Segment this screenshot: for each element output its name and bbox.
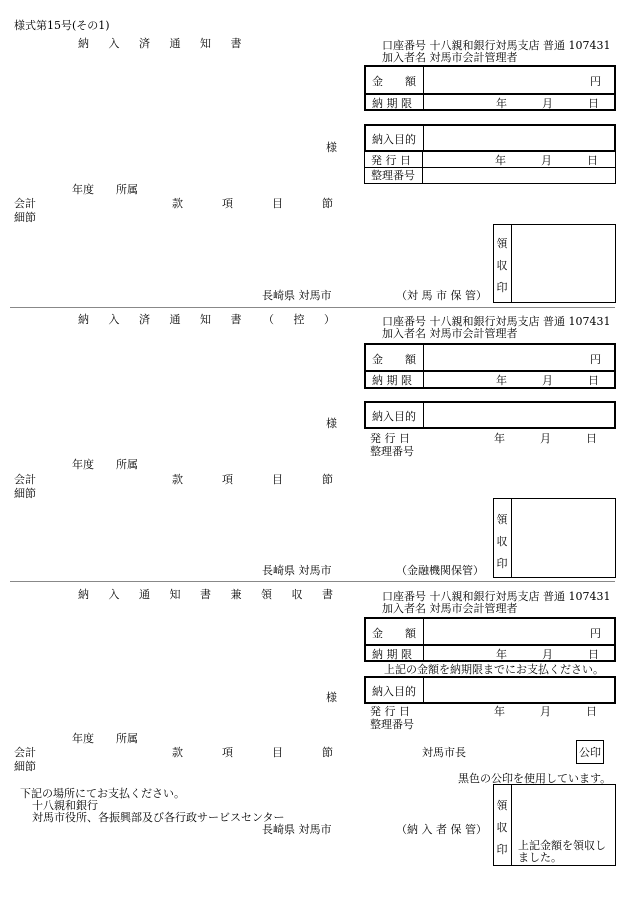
stamp-char-in: 印 (496, 281, 508, 294)
moku-label: 目 (272, 473, 283, 486)
account-info: 口座番号 十八親和銀行対馬支店 普通 107431 (382, 39, 611, 52)
purpose-box (364, 676, 616, 704)
issue-day: 日 (587, 154, 598, 167)
stamp-char-ryo: 領 (496, 513, 508, 526)
amount-label: 金 額 (372, 627, 416, 640)
saisetsu-label: 細節 (14, 760, 36, 773)
received-line-2: ました。 (518, 851, 562, 864)
due-month: 月 (542, 648, 553, 661)
city-name: 長崎県 対馬市 (262, 289, 332, 302)
due-month: 月 (542, 374, 553, 387)
nendo-label: 年度 (72, 183, 94, 196)
black-seal-note: 黒色の公印を使用しています。 (458, 772, 612, 785)
issue-label: 発 行 日 (371, 154, 411, 167)
stamp-char-ryo: 領 (496, 799, 508, 812)
ref-label: 整理番号 (371, 169, 415, 182)
issue-year: 年 (494, 705, 505, 718)
ref-label: 整理番号 (370, 445, 414, 458)
stamp-char-shu: 収 (496, 821, 508, 834)
saisetsu-label: 細節 (14, 211, 36, 224)
mayor-label: 対馬市長 (422, 746, 466, 759)
due-year: 年 (496, 374, 507, 387)
account-info: 口座番号 十八親和銀行対馬支店 普通 107431 (382, 590, 611, 603)
kaikei-label: 会計 (14, 746, 36, 759)
shozoku-label: 所属 (116, 183, 138, 196)
moku-label: 目 (272, 197, 283, 210)
stamp-char-shu: 収 (496, 259, 508, 272)
holder-info: 加入者名 対馬市会計管理者 (382, 327, 518, 340)
holder-info: 加入者名 対馬市会計管理者 (382, 51, 518, 64)
stamp-char-ryo: 領 (496, 237, 508, 250)
yen-label: 円 (590, 75, 601, 88)
section-title: 納 入 済 通 知 書 （ 控 ） (78, 313, 343, 326)
issue-month: 月 (541, 154, 552, 167)
kan-label: 款 (172, 197, 183, 210)
issue-year: 年 (495, 154, 506, 167)
kou-label: 項 (222, 197, 233, 210)
due-day: 日 (588, 97, 599, 110)
due-year: 年 (496, 648, 507, 661)
due-month: 月 (542, 97, 553, 110)
nendo-label: 年度 (72, 732, 94, 745)
city-name: 長崎県 対馬市 (262, 823, 332, 836)
kan-label: 款 (172, 473, 183, 486)
issue-label: 発 行 日 (370, 432, 410, 445)
keeper-label: （金融機関保管） (396, 564, 484, 577)
due-label: 納 期 限 (372, 648, 412, 661)
kan-label: 款 (172, 746, 183, 759)
kou-label: 項 (222, 473, 233, 486)
payment-notice: 上記の金額を納期限までにお支払ください。 (384, 663, 604, 676)
yen-label: 円 (590, 627, 601, 640)
payment-offices: 対馬市役所、各振興部及び各行政サービスセンター (32, 811, 285, 824)
issue-year: 年 (494, 432, 505, 445)
form-number: 様式第15号(その1) (14, 19, 110, 32)
moku-label: 目 (272, 746, 283, 759)
sama-label: 様 (326, 141, 337, 154)
sama-label: 様 (326, 417, 337, 430)
kou-label: 項 (222, 746, 233, 759)
purpose-label: 納入目的 (372, 133, 416, 146)
kaikei-label: 会計 (14, 197, 36, 210)
section-title: 納 入 済 通 知 書 (78, 37, 250, 50)
amount-due-box (364, 617, 616, 662)
received-line-1: 上記金額を領収し (518, 839, 606, 852)
sama-label: 様 (326, 691, 337, 704)
issue-day: 日 (586, 705, 597, 718)
setsu-label: 節 (322, 746, 333, 759)
amount-label: 金 額 (372, 353, 416, 366)
keeper-label: （対 馬 市 保 管） (396, 289, 487, 302)
yen-label: 円 (590, 353, 601, 366)
amount-label: 金 額 (372, 75, 416, 88)
due-label: 納 期 限 (372, 374, 412, 387)
pay-at-label: 下記の場所にてお支払ください。 (20, 787, 185, 800)
bank-name: 十八親和銀行 (32, 799, 98, 812)
stamp-char-shu: 収 (496, 535, 508, 548)
issue-label: 発 行 日 (370, 705, 410, 718)
city-name: 長崎県 対馬市 (262, 564, 332, 577)
due-day: 日 (588, 374, 599, 387)
receipt-stamp-box (493, 784, 616, 866)
due-day: 日 (588, 648, 599, 661)
nendo-label: 年度 (72, 458, 94, 471)
due-label: 納 期 限 (372, 97, 412, 110)
purpose-label: 納入目的 (372, 685, 416, 698)
setsu-label: 節 (322, 197, 333, 210)
shozoku-label: 所属 (116, 458, 138, 471)
issue-month: 月 (540, 705, 551, 718)
issue-day: 日 (586, 432, 597, 445)
kaikei-label: 会計 (14, 473, 36, 486)
purpose-label: 納入目的 (372, 410, 416, 423)
official-seal: 公印 (576, 740, 604, 764)
due-year: 年 (496, 97, 507, 110)
keeper-label: （納 入 者 保 管） (396, 823, 487, 836)
saisetsu-label: 細節 (14, 487, 36, 500)
setsu-label: 節 (322, 473, 333, 486)
section-title: 納 入 通 知 書 兼 領 収 書 (78, 588, 341, 601)
holder-info: 加入者名 対馬市会計管理者 (382, 602, 518, 615)
issue-month: 月 (540, 432, 551, 445)
shozoku-label: 所属 (116, 732, 138, 745)
ref-label: 整理番号 (370, 718, 414, 731)
account-info: 口座番号 十八親和銀行対馬支店 普通 107431 (382, 315, 611, 328)
stamp-char-in: 印 (496, 843, 508, 856)
stamp-char-in: 印 (496, 557, 508, 570)
